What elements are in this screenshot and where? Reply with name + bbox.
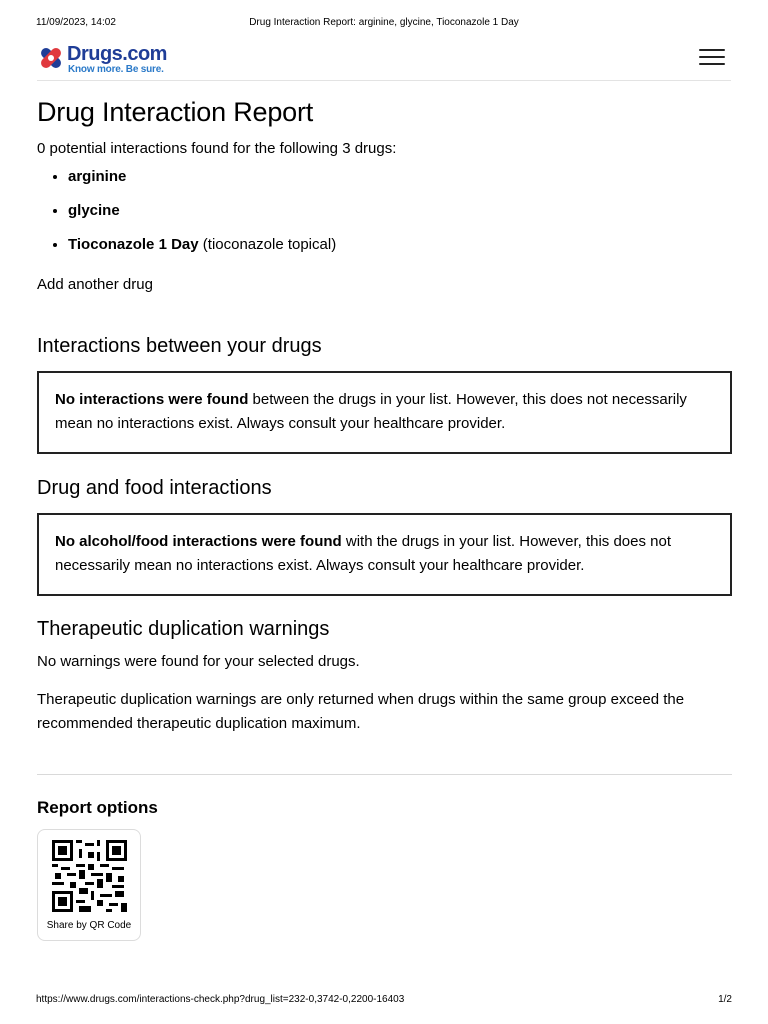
- food-heading: Drug and food interactions: [37, 477, 272, 499]
- food-notice-text: with the drugs in your list. However, this does not necessarily mean no interactions exist. Always consult your healthcare provider.: [55, 533, 672, 574]
- logo-mark-icon: [37, 44, 65, 72]
- drug-list-item: [68, 236, 732, 254]
- logo-tagline: Know more. Be sure.: [68, 64, 164, 75]
- share-qr-code-button[interactable]: [37, 829, 141, 941]
- report-options-heading: Report options: [37, 798, 158, 817]
- main-content: [37, 96, 732, 941]
- intro-text: 0 potential interactions found for the following 3 drugs:: [37, 140, 397, 157]
- print-footer: [36, 994, 732, 1008]
- drug-name[interactable]: Tioconazole 1 Day: [68, 236, 199, 253]
- print-title: Drug Interaction Report: arginine, glycine, Tioconazole 1 Day: [249, 17, 519, 28]
- site-logo[interactable]: [37, 43, 187, 77]
- page-number: 1/2: [718, 994, 732, 1005]
- page-title: Drug Interaction Report: [37, 97, 314, 127]
- interactions-notice: [37, 371, 732, 454]
- drug-list-item: [68, 168, 732, 186]
- drug-list-item: [68, 202, 732, 220]
- interactions-notice-text: between the drugs in your list. However, this does not necessarily mean no interactions exist. Always consult your healthcare provider.: [55, 391, 687, 432]
- duplication-text: No warnings were found for your selected drugs.: [37, 653, 360, 670]
- drug-generic-name: (tioconazole topical): [202, 236, 337, 253]
- print-url: https://www.drugs.com/interactions-check.php?drug_list=232-0,3742-0,2200-16403: [36, 994, 405, 1005]
- qr-code-label: Share by QR Code: [46, 920, 132, 931]
- drug-name[interactable]: arginine: [68, 168, 127, 185]
- duplication-explanation: Therapeutic duplication warnings are only returned when drugs within the same group exceed the recommended therapeutic duplication maximum.: [37, 691, 685, 732]
- site-header: [37, 40, 731, 81]
- drug-name[interactable]: glycine: [68, 202, 120, 219]
- logo-brand: Drugs.com: [67, 43, 167, 65]
- interactions-notice-bold: No interactions were found: [55, 391, 249, 408]
- food-notice: [37, 513, 732, 596]
- duplication-heading: Therapeutic duplication warnings: [37, 618, 330, 640]
- interactions-heading: Interactions between your drugs: [37, 335, 322, 357]
- print-header: [36, 17, 732, 31]
- print-date: 11/09/2023, 14:02: [36, 17, 116, 28]
- section-divider: [37, 774, 732, 775]
- hamburger-menu-icon[interactable]: [699, 49, 725, 69]
- drug-list: [37, 168, 732, 254]
- add-another-drug-link[interactable]: Add another drug: [37, 276, 153, 293]
- food-notice-bold: No alcohol/food interactions were found: [55, 533, 342, 550]
- qr-code-icon: [52, 840, 127, 912]
